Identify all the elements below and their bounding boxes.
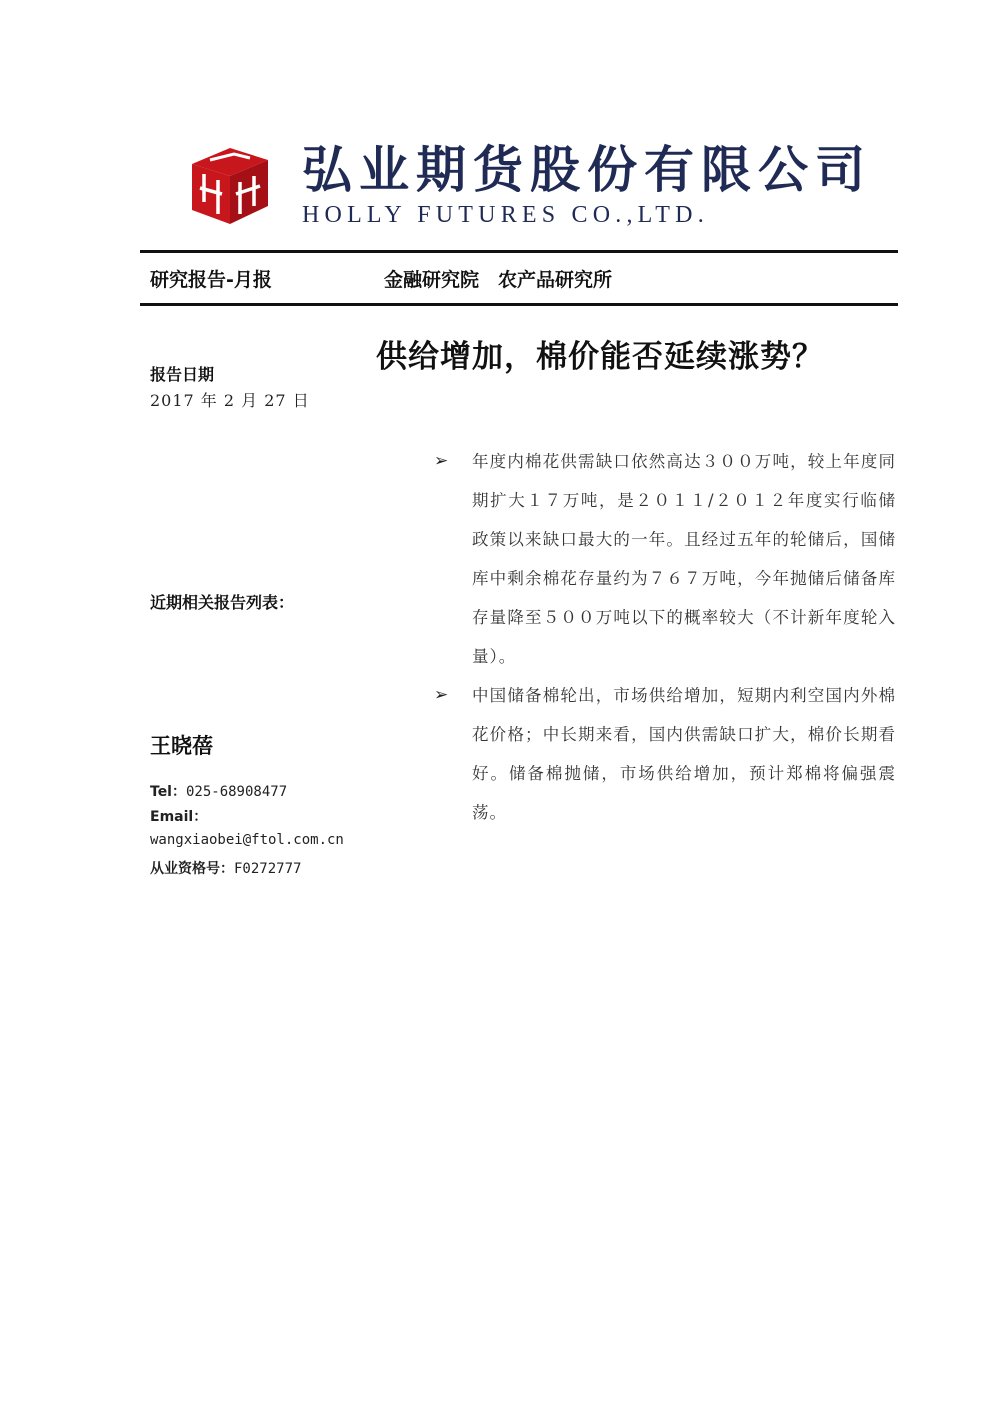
bullet-item: [434, 442, 896, 676]
report-type: 研究报告-月报: [150, 269, 272, 291]
email-label-line: [150, 806, 207, 826]
cert-label: 从业资格号：: [150, 861, 234, 877]
cert-line: [150, 858, 301, 878]
tel-line: [150, 781, 287, 801]
report-title: 供给增加，棉价能否延续涨势？: [376, 339, 824, 375]
bullet-text: 中国储备棉轮出，市场供给增加，短期内利空国内外棉花价格；中长期来看，国内供需缺口扩大，棉价长期看好。储备棉抛储，市场供给增加，预计郑棉将偏强震荡。: [472, 686, 896, 822]
related-reports-label: 近期相关报告列表：: [150, 593, 295, 612]
email-label: Email：: [150, 809, 208, 825]
holly-cube-logo-icon: [190, 144, 270, 226]
author-name: 王晓蓓: [150, 734, 213, 758]
company-name-en: HOLLY FUTURES CO.,LTD.: [302, 202, 709, 228]
company-name-cn: 弘业期货股份有限公司: [302, 141, 872, 199]
header-bottom-rule: [140, 303, 898, 306]
report-date-value: 2017 年 2 月 27 日: [150, 391, 310, 410]
arrow-bullet-icon: ➢: [434, 685, 449, 705]
tel-label: Tel：: [150, 784, 186, 800]
company-logo: [190, 140, 872, 232]
header-top-rule: [140, 250, 898, 253]
email-value[interactable]: wangxiaobei@ftol.com.cn: [150, 832, 344, 848]
cert-value: F0272777: [234, 861, 302, 877]
summary-bullets: [434, 442, 896, 832]
bullet-item: [434, 676, 896, 832]
bullet-text: 年度内棉花供需缺口依然高达３００万吨，较上年度同期扩大１７万吨，是２０１１/２０１２年度实行临储政策以来缺口最大的一年。且经过五年的轮储后，国储库中剩余棉花存量约为７６７万吨，今年抛储后储备库存量降至５００万吨以下的概率较大（不计新年度轮入量）。: [472, 452, 896, 666]
tel-value: 025-68908477: [185, 784, 288, 800]
department-names: 金融研究院 农产品研究所: [384, 269, 613, 291]
arrow-bullet-icon: ➢: [434, 451, 449, 471]
report-date-label: 报告日期: [150, 365, 215, 384]
